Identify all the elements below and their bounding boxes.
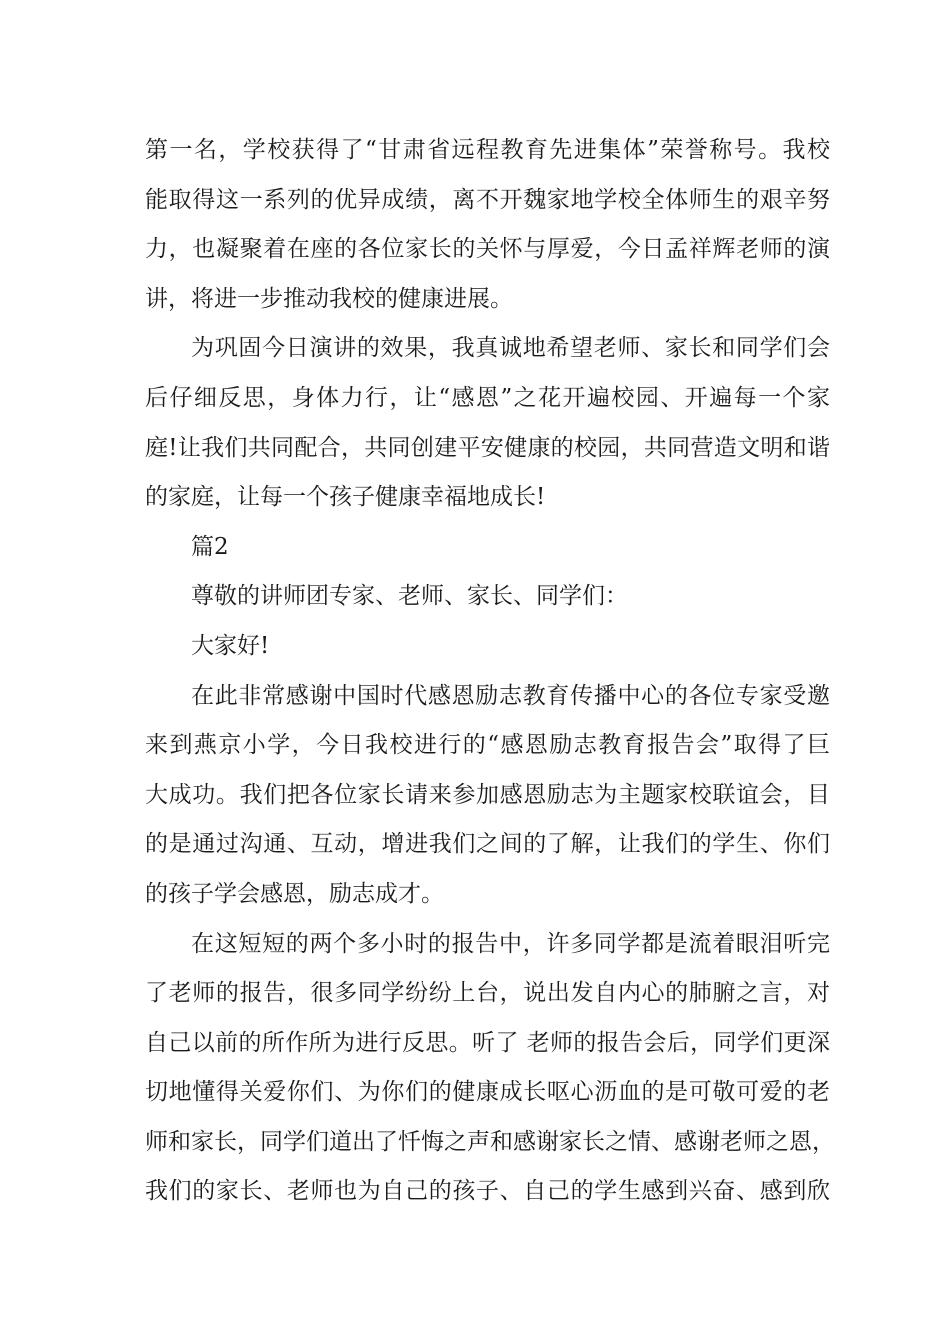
text-line: 了老师的报告，很多同学纷纷上台，说出发自内心的肺腑之言，对 <box>145 980 830 1007</box>
text-line: 后仔细反思，身体力行，让“感恩”之花开遍校园、开遍每一个家 <box>145 384 830 411</box>
text-line: 切地懂得关爱你们、为你们的健康成长呕心沥血的是可敬可爱的老 <box>145 1079 830 1106</box>
paragraph-thanks <box>145 672 830 920</box>
text-line: 讲，将进一步推动我校的健康进展。 <box>145 285 513 312</box>
text-line: 的家庭，让每一个孩子健康幸福地成长! <box>145 484 546 511</box>
text-line: 力，也凝聚着在座的各位家长的关怀与厚爱，今日孟祥辉老师的演 <box>145 236 830 263</box>
text-line: 大家好! <box>191 632 270 659</box>
paragraph-report-reflection <box>145 920 835 1218</box>
salutation <box>145 572 830 622</box>
text-line: 的孩子学会感恩，励志成才。 <box>145 880 444 907</box>
paragraph-closing-achievements <box>145 126 830 324</box>
text-line: 大成功。我们把各位家长请来参加感恩励志为主题家校联谊会，目 <box>145 781 830 808</box>
text-line: 为巩固今日演讲的效果，我真诚地希望老师、家长和同学们会 <box>191 335 830 362</box>
document-body <box>145 126 835 1217</box>
section-heading <box>145 523 830 573</box>
text-line: 来到燕京小学，今日我校进行的“感恩励志教育报告会”取得了巨 <box>145 732 830 759</box>
text-line: 庭!让我们共同配合，共同创建平安健康的校园，共同营造文明和谐 <box>145 434 830 461</box>
text-line: 尊敬的讲师团专家、老师、家长、同学们： <box>191 583 628 610</box>
text-line: 篇2 <box>191 533 229 560</box>
text-line: 自己以前的所作所为进行反思。听了 老师的报告会后，同学们更深 <box>145 1029 830 1056</box>
greeting <box>145 622 830 672</box>
text-line: 我们的家长、老师也为自己的孩子、自己的学生感到兴奋、感到欣 <box>145 1178 830 1205</box>
text-line: 在这短短的两个多小时的报告中，许多同学都是流着眼泪听完 <box>191 930 830 957</box>
text-line: 师和家长，同学们道出了忏悔之声和感谢家长之情、感谢老师之恩， <box>145 1128 835 1155</box>
text-line: 能取得这一系列的优异成绩，离不开魏家地学校全体师生的艰辛努 <box>145 186 830 213</box>
paragraph-closing-wish <box>145 324 830 522</box>
text-line: 的是通过沟通、互动，增进我们之间的了解，让我们的学生、你们 <box>145 831 830 858</box>
text-line: 第一名，学校获得了“甘肃省远程教育先进集体”荣誉称号。我校 <box>145 137 830 163</box>
text-line: 在此非常感谢中国时代感恩励志教育传播中心的各位专家受邀 <box>191 682 830 709</box>
